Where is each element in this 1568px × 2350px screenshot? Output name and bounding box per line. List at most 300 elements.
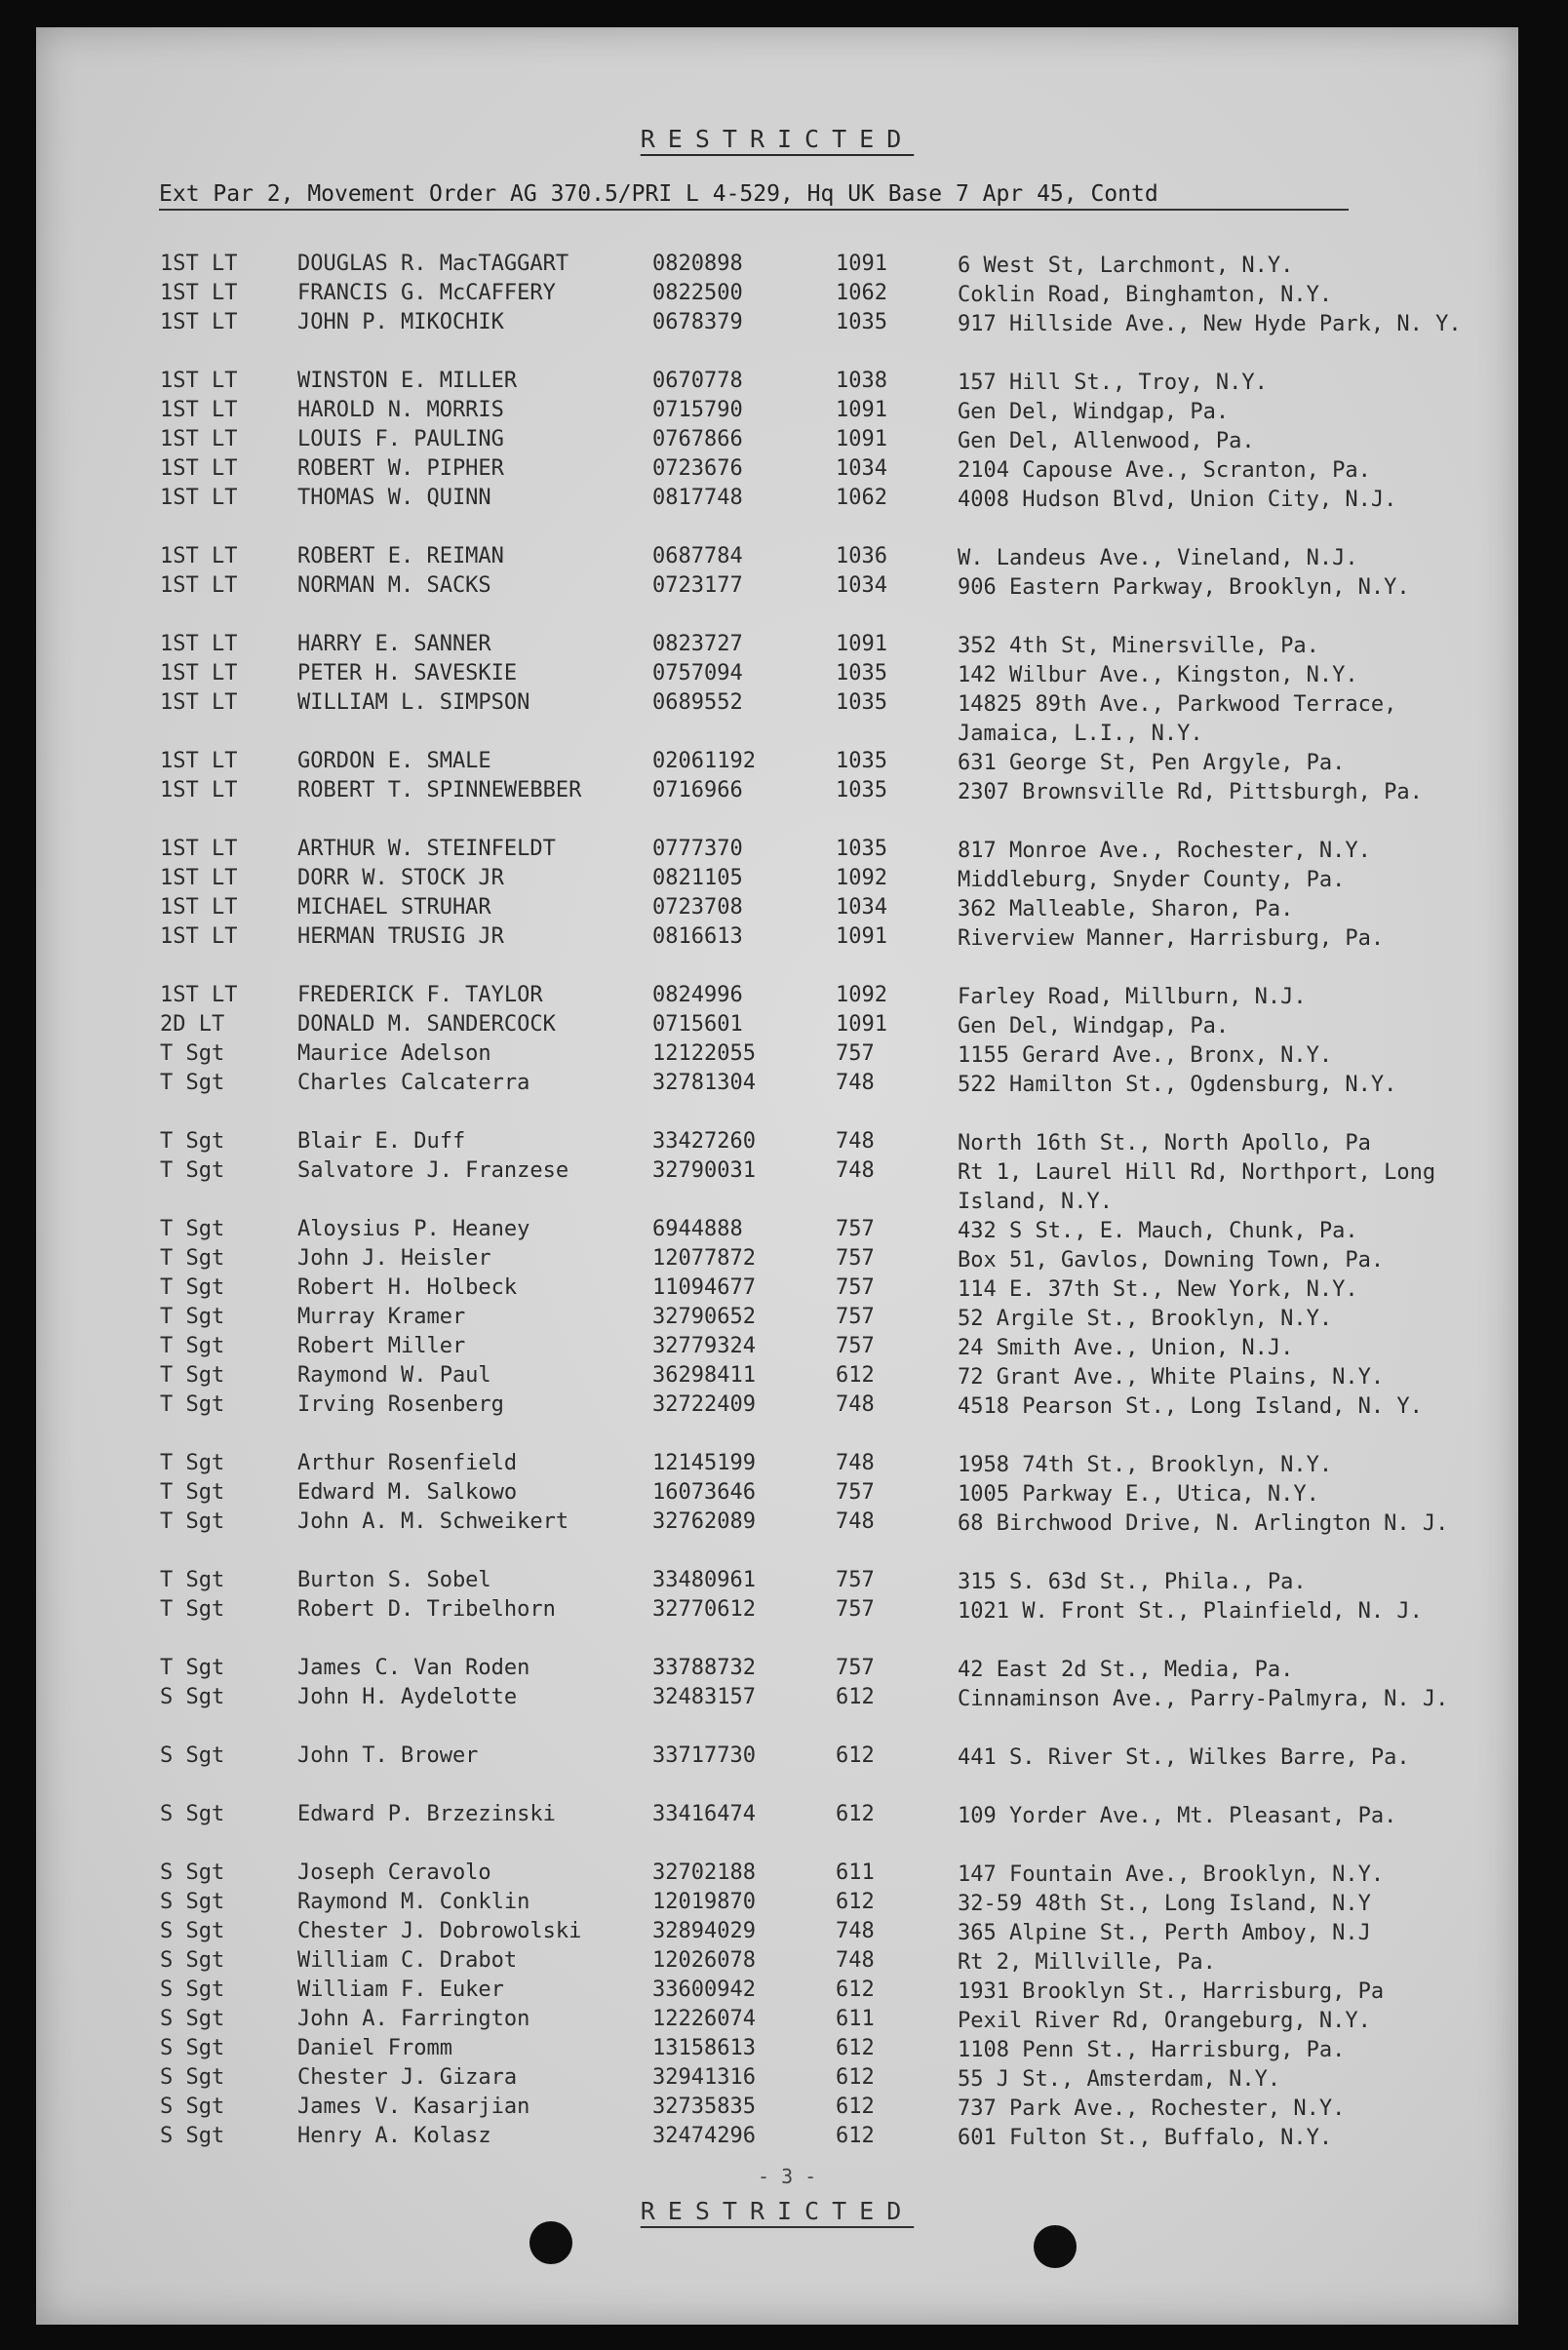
roster-name: Robert Miller <box>297 1334 466 1358</box>
roster-address: 315 S. 63d St., Phila., Pa. <box>958 1570 1307 1594</box>
roster-address: 14825 89th Ave., Parkwood Terrace, Jamaica, L.I., N.Y. <box>958 692 1397 746</box>
roster-row <box>36 1275 1518 1305</box>
roster-name: Raymond M. Conklin <box>297 1890 530 1914</box>
roster-serial: 0715790 <box>652 398 743 422</box>
roster-name: ROBERT E. REIMAN <box>297 544 504 568</box>
roster-serial: 32762089 <box>652 1509 756 1534</box>
roster-name: Maurice Adelson <box>297 1041 491 1066</box>
roster-rank: T Sgt <box>160 1305 225 1329</box>
roster-rank: S Sgt <box>160 2124 225 2148</box>
roster-rank: 1ST LT <box>160 924 238 949</box>
roster-address: 114 E. 37th St., New York, N.Y. <box>958 1277 1358 1302</box>
roster-name: Irving Rosenberg <box>297 1392 504 1417</box>
roster-address: Coklin Road, Binghamton, N.Y. <box>958 283 1333 307</box>
roster-mos: 748 <box>836 1509 875 1534</box>
roster-serial: 33788732 <box>652 1656 756 1680</box>
roster-serial: 12122055 <box>652 1041 756 1066</box>
roster-row <box>36 1890 1518 1919</box>
roster-mos: 757 <box>836 1334 875 1358</box>
roster-name: Arthur Rosenfield <box>297 1451 518 1475</box>
roster-name: FRANCIS G. McCAFFERY <box>297 281 556 305</box>
roster-row <box>36 1978 1518 2007</box>
roster-name: Murray Kramer <box>297 1305 466 1329</box>
roster-mos: 748 <box>836 1158 875 1183</box>
roster-mos: 611 <box>836 2007 875 2031</box>
roster-address: 1005 Parkway E., Utica, N.Y. <box>958 1482 1319 1507</box>
roster-mos: 1035 <box>836 749 887 773</box>
roster-mos: 1034 <box>836 895 887 920</box>
roster-mos: 757 <box>836 1275 875 1300</box>
roster-address: Gen Del, Allenwood, Pa. <box>958 429 1255 453</box>
roster-serial: 12077872 <box>652 1246 756 1271</box>
roster-mos: 612 <box>836 1802 875 1826</box>
roster-row <box>36 632 1518 661</box>
roster-rank: 1ST LT <box>160 866 238 890</box>
personnel-roster <box>36 252 1518 2153</box>
roster-address: Pexil River Rd, Orangeburg, N.Y. <box>958 2009 1371 2033</box>
roster-name: Robert H. Holbeck <box>297 1275 518 1300</box>
roster-name: ROBERT W. PIPHER <box>297 456 504 481</box>
roster-address: 4518 Pearson St., Long Island, N. Y. <box>958 1394 1423 1419</box>
roster-row <box>36 1305 1518 1334</box>
roster-row <box>36 252 1518 281</box>
roster-rank: 1ST LT <box>160 837 238 861</box>
roster-name: DOUGLAS R. MacTAGGART <box>297 252 569 276</box>
punch-hole-left <box>529 2221 572 2264</box>
roster-name: WINSTON E. MILLER <box>297 369 518 393</box>
roster-rank: 1ST LT <box>160 690 238 715</box>
roster-serial: 36298411 <box>652 1363 756 1388</box>
roster-serial: 0822500 <box>652 281 743 305</box>
roster-rank: T Sgt <box>160 1480 225 1505</box>
roster-row <box>36 895 1518 924</box>
roster-address: 1155 Gerard Ave., Bronx, N.Y. <box>958 1043 1333 1068</box>
roster-serial: 32894029 <box>652 1919 756 1943</box>
roster-mos: 612 <box>836 2065 875 2090</box>
roster-serial: 12026078 <box>652 1948 756 1973</box>
roster-rank: T Sgt <box>160 1041 225 1066</box>
roster-address: 42 East 2d St., Media, Pa. <box>958 1658 1294 1682</box>
roster-serial: 0687784 <box>652 544 743 568</box>
roster-row <box>36 1129 1518 1158</box>
roster-address: 109 Yorder Ave., Mt. Pleasant, Pa. <box>958 1804 1397 1828</box>
roster-rank: 1ST LT <box>160 544 238 568</box>
roster-mos: 1035 <box>836 837 887 861</box>
roster-mos: 1035 <box>836 310 887 334</box>
roster-serial: 0757094 <box>652 661 743 685</box>
roster-mos: 757 <box>836 1656 875 1680</box>
roster-rank: 1ST LT <box>160 281 238 305</box>
roster-mos: 1091 <box>836 252 887 276</box>
roster-mos: 748 <box>836 1392 875 1417</box>
roster-rank: 1ST LT <box>160 749 238 773</box>
roster-mos: 1034 <box>836 456 887 481</box>
roster-rank: S Sgt <box>160 1860 225 1885</box>
roster-rank: 1ST LT <box>160 369 238 393</box>
roster-rank: S Sgt <box>160 1978 225 2002</box>
roster-name: ARTHUR W. STEINFELDT <box>297 837 556 861</box>
roster-mos: 757 <box>836 1041 875 1066</box>
roster-row <box>36 486 1518 544</box>
roster-rank: S Sgt <box>160 1685 225 1709</box>
roster-serial: 13158613 <box>652 2036 756 2060</box>
roster-mos: 1092 <box>836 983 887 1007</box>
punch-hole-right <box>1034 2225 1077 2268</box>
roster-row <box>36 369 1518 398</box>
roster-name: ROBERT T. SPINNEWEBBER <box>297 778 582 803</box>
roster-serial: 32770612 <box>652 1597 756 1622</box>
roster-rank: 1ST LT <box>160 661 238 685</box>
roster-address: 362 Malleable, Sharon, Pa. <box>958 897 1294 921</box>
roster-row <box>36 1568 1518 1597</box>
roster-row <box>36 310 1518 369</box>
roster-serial: 33427260 <box>652 1129 756 1154</box>
roster-serial: 12019870 <box>652 1890 756 1914</box>
roster-address: 522 Hamilton St., Ogdensburg, N.Y. <box>958 1073 1397 1097</box>
roster-name: FREDERICK F. TAYLOR <box>297 983 543 1007</box>
roster-row <box>36 690 1518 749</box>
roster-serial: 32779324 <box>652 1334 756 1358</box>
roster-rank: 1ST LT <box>160 573 238 598</box>
roster-name: JOHN P. MIKOCHIK <box>297 310 504 334</box>
roster-address: Riverview Manner, Harrisburg, Pa. <box>958 926 1385 951</box>
roster-address: North 16th St., North Apollo, Pa <box>958 1131 1371 1155</box>
roster-address: 917 Hillside Ave., New Hyde Park, N. Y. <box>958 312 1462 336</box>
roster-row <box>36 2095 1518 2124</box>
roster-address: 68 Birchwood Drive, N. Arlington N. J. <box>958 1511 1449 1536</box>
roster-rank: T Sgt <box>160 1451 225 1475</box>
roster-rank: T Sgt <box>160 1129 225 1154</box>
roster-rank: T Sgt <box>160 1656 225 1680</box>
roster-address: Gen Del, Windgap, Pa. <box>958 1014 1230 1038</box>
roster-row <box>36 749 1518 778</box>
roster-rank: S Sgt <box>160 2065 225 2090</box>
roster-rank: 1ST LT <box>160 983 238 1007</box>
roster-name: James C. Van Roden <box>297 1656 530 1680</box>
roster-serial: 0723676 <box>652 456 743 481</box>
roster-mos: 612 <box>836 1685 875 1709</box>
roster-row <box>36 1392 1518 1451</box>
roster-serial: 0689552 <box>652 690 743 715</box>
roster-row <box>36 1041 1518 1071</box>
roster-name: Daniel Fromm <box>297 2036 452 2060</box>
roster-row <box>36 1246 1518 1275</box>
roster-rank: T Sgt <box>160 1275 225 1300</box>
roster-rank: S Sgt <box>160 2007 225 2031</box>
roster-name: Burton S. Sobel <box>297 1568 491 1592</box>
roster-rank: 1ST LT <box>160 895 238 920</box>
roster-row <box>36 1012 1518 1041</box>
roster-serial: 32790652 <box>652 1305 756 1329</box>
roster-rank: 1ST LT <box>160 632 238 656</box>
roster-serial: 0820898 <box>652 252 743 276</box>
roster-name: THOMAS W. QUINN <box>297 486 491 510</box>
roster-rank: 1ST LT <box>160 427 238 451</box>
roster-name: LOUIS F. PAULING <box>297 427 504 451</box>
roster-serial: 0670778 <box>652 369 743 393</box>
roster-mos: 611 <box>836 1860 875 1885</box>
roster-rank: T Sgt <box>160 1392 225 1417</box>
roster-serial: 0777370 <box>652 837 743 861</box>
roster-mos: 748 <box>836 1919 875 1943</box>
roster-mos: 1035 <box>836 661 887 685</box>
roster-address: 2104 Capouse Ave., Scranton, Pa. <box>958 458 1371 483</box>
roster-rank: S Sgt <box>160 1743 225 1768</box>
roster-mos: 612 <box>836 2124 875 2148</box>
roster-row <box>36 1919 1518 1948</box>
roster-address: 147 Fountain Ave., Brooklyn, N.Y. <box>958 1862 1385 1887</box>
roster-serial: 0823727 <box>652 632 743 656</box>
roster-serial: 0821105 <box>652 866 743 890</box>
roster-name: HAROLD N. MORRIS <box>297 398 504 422</box>
roster-row <box>36 837 1518 866</box>
roster-address: 55 J St., Amsterdam, N.Y. <box>958 2067 1281 2092</box>
roster-address: 32-59 48th St., Long Island, N.Y <box>958 1892 1371 1916</box>
roster-name: John A. Farrington <box>297 2007 530 2031</box>
roster-name: WILLIAM L. SIMPSON <box>297 690 530 715</box>
roster-serial: 32735835 <box>652 2095 756 2119</box>
roster-name: Chester J. Dobrowolski <box>297 1919 582 1943</box>
roster-serial: 12145199 <box>652 1451 756 1475</box>
roster-address: 1958 74th St., Brooklyn, N.Y. <box>958 1453 1333 1477</box>
roster-address: 24 Smith Ave., Union, N.J. <box>958 1336 1294 1360</box>
roster-row <box>36 2065 1518 2095</box>
roster-name: Blair E. Duff <box>297 1129 466 1154</box>
roster-row <box>36 544 1518 573</box>
roster-row <box>36 1656 1518 1685</box>
roster-mos: 612 <box>836 1363 875 1388</box>
roster-address: 6 West St, Larchmont, N.Y. <box>958 254 1294 278</box>
roster-rank: T Sgt <box>160 1246 225 1271</box>
roster-rank: S Sgt <box>160 2036 225 2060</box>
roster-address: 1108 Penn St., Harrisburg, Pa. <box>958 2038 1346 2062</box>
roster-mos: 1062 <box>836 486 887 510</box>
roster-serial: 32781304 <box>652 1071 756 1095</box>
roster-serial: 6944888 <box>652 1217 743 1241</box>
roster-serial: 32941316 <box>652 2065 756 2090</box>
roster-serial: 0824996 <box>652 983 743 1007</box>
roster-rank: S Sgt <box>160 1948 225 1973</box>
roster-name: William F. Euker <box>297 1978 504 2002</box>
roster-row <box>36 2036 1518 2065</box>
roster-address: 52 Argile St., Brooklyn, N.Y. <box>958 1307 1333 1331</box>
roster-row <box>36 456 1518 486</box>
roster-row <box>36 1948 1518 1978</box>
roster-mos: 748 <box>836 1451 875 1475</box>
roster-serial: 16073646 <box>652 1480 756 1505</box>
roster-row <box>36 1480 1518 1509</box>
roster-name: HERMAN TRUSIG JR <box>297 924 504 949</box>
roster-mos: 1091 <box>836 427 887 451</box>
roster-row <box>36 661 1518 690</box>
roster-rank: 1ST LT <box>160 456 238 481</box>
roster-serial: 0715601 <box>652 1012 743 1037</box>
roster-address: 631 George St, Pen Argyle, Pa. <box>958 751 1346 775</box>
roster-serial: 0817748 <box>652 486 743 510</box>
roster-mos: 1091 <box>836 1012 887 1037</box>
roster-name: Chester J. Gizara <box>297 2065 518 2090</box>
roster-rank: T Sgt <box>160 1363 225 1388</box>
roster-serial: 32722409 <box>652 1392 756 1417</box>
roster-serial: 32483157 <box>652 1685 756 1709</box>
roster-address: 1931 Brooklyn St., Harrisburg, Pa <box>958 1979 1385 2004</box>
roster-name: Raymond W. Paul <box>297 1363 491 1388</box>
roster-mos: 757 <box>836 1246 875 1271</box>
roster-name: Edward M. Salkowo <box>297 1480 518 1505</box>
roster-rank: T Sgt <box>160 1217 225 1241</box>
roster-row <box>36 778 1518 837</box>
roster-row <box>36 1597 1518 1656</box>
roster-mos: 612 <box>836 1890 875 1914</box>
roster-rank: 1ST LT <box>160 310 238 334</box>
roster-rank: S Sgt <box>160 1802 225 1826</box>
roster-address: Farley Road, Millburn, N.J. <box>958 985 1307 1009</box>
roster-mos: 757 <box>836 1597 875 1622</box>
roster-name: NORMAN M. SACKS <box>297 573 491 598</box>
roster-serial: 33480961 <box>652 1568 756 1592</box>
roster-row <box>36 1217 1518 1246</box>
roster-serial: 33600942 <box>652 1978 756 2002</box>
roster-address: Box 51, Gavlos, Downing Town, Pa. <box>958 1248 1385 1273</box>
roster-row <box>36 398 1518 427</box>
roster-address: 432 S St., E. Mauch, Chunk, Pa. <box>958 1219 1358 1243</box>
roster-row <box>36 1363 1518 1392</box>
roster-mos: 1034 <box>836 573 887 598</box>
roster-row <box>36 1743 1518 1802</box>
roster-rank: T Sgt <box>160 1158 225 1183</box>
roster-row <box>36 983 1518 1012</box>
roster-mos: 757 <box>836 1568 875 1592</box>
roster-mos: 612 <box>836 1978 875 2002</box>
roster-mos: 1035 <box>836 690 887 715</box>
roster-serial: 0678379 <box>652 310 743 334</box>
roster-row <box>36 1158 1518 1217</box>
roster-name: Charles Calcaterra <box>297 1071 530 1095</box>
roster-mos: 757 <box>836 1480 875 1505</box>
roster-rank: S Sgt <box>160 2095 225 2119</box>
roster-address: 906 Eastern Parkway, Brooklyn, N.Y. <box>958 575 1410 600</box>
roster-row <box>36 281 1518 310</box>
roster-mos: 1035 <box>836 778 887 803</box>
roster-mos: 1036 <box>836 544 887 568</box>
roster-name: William C. Drabot <box>297 1948 518 1973</box>
roster-address: 72 Grant Ave., White Plains, N.Y. <box>958 1365 1385 1390</box>
roster-rank: T Sgt <box>160 1509 225 1534</box>
footer-classification: RESTRICTED <box>640 2197 915 2225</box>
roster-row <box>36 1071 1518 1129</box>
roster-serial: 02061192 <box>652 749 756 773</box>
roster-mos: 1091 <box>836 398 887 422</box>
roster-mos: 1091 <box>836 632 887 656</box>
roster-address: 157 Hill St., Troy, N.Y. <box>958 371 1268 395</box>
roster-name: Robert D. Tribelhorn <box>297 1597 556 1622</box>
roster-row <box>36 427 1518 456</box>
roster-address: 2307 Brownsville Rd, Pittsburgh, Pa. <box>958 780 1423 804</box>
roster-name: John J. Heisler <box>297 1246 491 1271</box>
roster-name: James V. Kasarjian <box>297 2095 530 2119</box>
document-page <box>36 27 1518 2325</box>
roster-row <box>36 1802 1518 1860</box>
roster-name: HARRY E. SANNER <box>297 632 491 656</box>
roster-mos: 1092 <box>836 866 887 890</box>
roster-address: 817 Monroe Ave., Rochester, N.Y. <box>958 839 1371 863</box>
roster-rank: S Sgt <box>160 1890 225 1914</box>
roster-serial: 0767866 <box>652 427 743 451</box>
roster-address: W. Landeus Ave., Vineland, N.J. <box>958 546 1358 570</box>
roster-name: John H. Aydelotte <box>297 1685 518 1709</box>
roster-rank: T Sgt <box>160 1334 225 1358</box>
roster-serial: 33717730 <box>652 1743 756 1768</box>
roster-address: Gen Del, Windgap, Pa. <box>958 400 1230 424</box>
roster-row <box>36 1860 1518 1890</box>
roster-rank: 2D LT <box>160 1012 225 1037</box>
roster-address: 601 Fulton St., Buffalo, N.Y. <box>958 2126 1333 2150</box>
roster-row <box>36 1334 1518 1363</box>
roster-serial: 11094677 <box>652 1275 756 1300</box>
roster-name: Salvatore J. Franzese <box>297 1158 569 1183</box>
roster-name: John A. M. Schweikert <box>297 1509 569 1534</box>
roster-serial: 0723177 <box>652 573 743 598</box>
roster-address: Rt 2, Millville, Pa. <box>958 1950 1216 1975</box>
roster-serial: 32790031 <box>652 1158 756 1183</box>
roster-serial: 12226074 <box>652 2007 756 2031</box>
roster-address: 737 Park Ave., Rochester, N.Y. <box>958 2096 1346 2121</box>
roster-mos: 1091 <box>836 924 887 949</box>
roster-address: 1021 W. Front St., Plainfield, N. J. <box>958 1599 1423 1624</box>
roster-row <box>36 924 1518 983</box>
roster-row <box>36 2007 1518 2036</box>
roster-mos: 1038 <box>836 369 887 393</box>
roster-row <box>36 1451 1518 1480</box>
page-number: - 3 - <box>758 2165 817 2188</box>
roster-address: Rt 1, Laurel Hill Rd, Northport, Long Island, N.Y. <box>958 1160 1436 1214</box>
roster-rank: S Sgt <box>160 1919 225 1943</box>
roster-mos: 612 <box>836 1743 875 1768</box>
roster-address: Cinnaminson Ave., Parry-Palmyra, N. J. <box>958 1687 1449 1711</box>
roster-name: GORDON E. SMALE <box>297 749 491 773</box>
roster-name: Aloysius P. Heaney <box>297 1217 530 1241</box>
roster-rank: 1ST LT <box>160 398 238 422</box>
roster-name: DONALD M. SANDERCOCK <box>297 1012 556 1037</box>
roster-row <box>36 1509 1518 1568</box>
roster-rank: T Sgt <box>160 1071 225 1095</box>
roster-name: Joseph Ceravolo <box>297 1860 491 1885</box>
roster-mos: 612 <box>836 2036 875 2060</box>
roster-mos: 757 <box>836 1217 875 1241</box>
roster-address: 142 Wilbur Ave., Kingston, N.Y. <box>958 663 1358 687</box>
roster-name: PETER H. SAVESKIE <box>297 661 518 685</box>
roster-row <box>36 573 1518 632</box>
roster-rank: 1ST LT <box>160 252 238 276</box>
roster-name: MICHAEL STRUHAR <box>297 895 491 920</box>
header-classification: RESTRICTED <box>640 125 915 153</box>
roster-rank: T Sgt <box>160 1597 225 1622</box>
roster-name: John T. Brower <box>297 1743 479 1768</box>
order-reference: Ext Par 2, Movement Order AG 370.5/PRI L 4-529, Hq UK Base 7 Apr 45, Contd <box>159 181 1349 211</box>
roster-mos: 612 <box>836 2095 875 2119</box>
roster-mos: 757 <box>836 1305 875 1329</box>
roster-name: Edward P. Brzezinski <box>297 1802 556 1826</box>
roster-serial: 0816613 <box>652 924 743 949</box>
roster-row <box>36 1685 1518 1743</box>
roster-name: Henry A. Kolasz <box>297 2124 491 2148</box>
roster-serial: 32702188 <box>652 1860 756 1885</box>
roster-serial: 32474296 <box>652 2124 756 2148</box>
roster-row <box>36 2124 1518 2153</box>
roster-rank: 1ST LT <box>160 778 238 803</box>
roster-serial: 0716966 <box>652 778 743 803</box>
roster-serial: 33416474 <box>652 1802 756 1826</box>
